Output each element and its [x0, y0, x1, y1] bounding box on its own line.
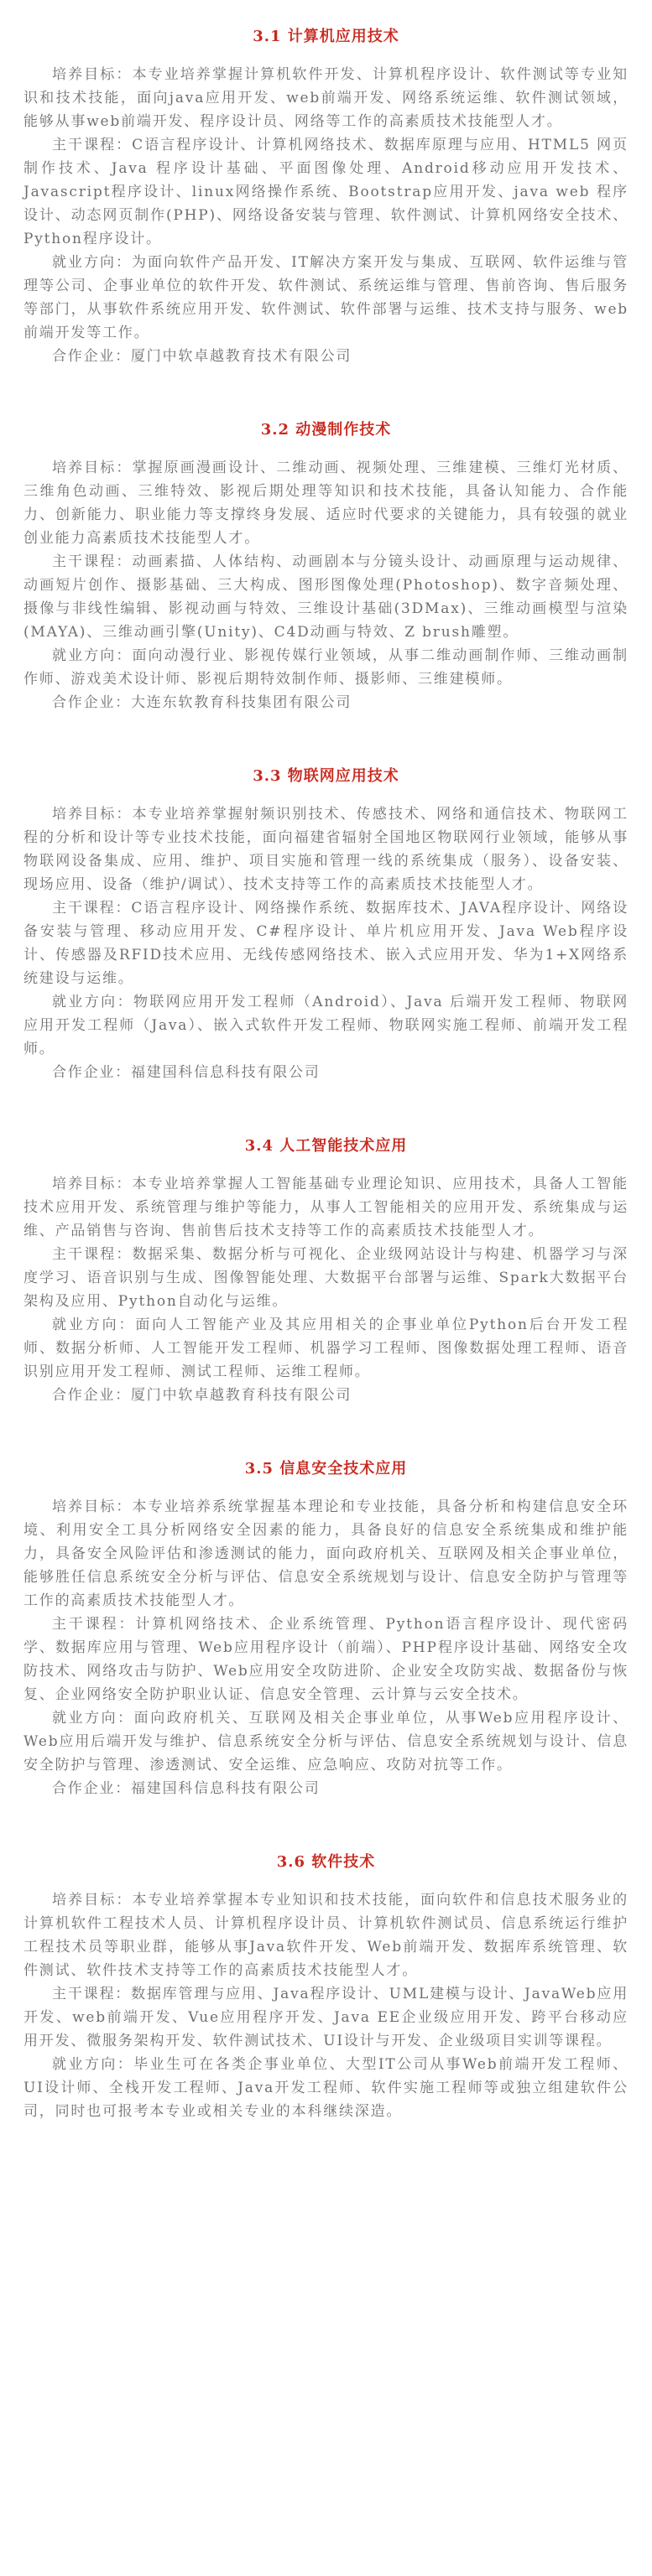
section-iot	[23, 765, 629, 1084]
training-goal: 培养目标：本专业培养掌握本专业知识和技术技能，面向软件和信息技术服务业的计算机软件工程技术人员、计算机程序设计员、计算机软件测试员、信息系统运行维护工程技术员等职业群，能够从事Java软件开发、Web前端开发、数据库系统管理、软件测试、软件技术支持等工作的高素质技术技能型人才。	[23, 1892, 629, 1979]
section-title: 3.6 软件技术	[276, 1853, 376, 1871]
section-title: 3.5 信息安全技术应用	[244, 1460, 408, 1478]
section-title: 3.3 物联网应用技术	[253, 767, 399, 785]
section-title: 3.2 动漫制作技术	[260, 421, 392, 439]
partner-company: 合作企业：厦门中软卓越教育技术有限公司	[52, 348, 352, 365]
employment-direction: 就业方向：物联网应用开发工程师（Android）、Java 后端开发工程师、物联网应用开发工程师（Java）、嵌入式软件开发工程师、物联网实施工程师、前端开发工程师。	[23, 994, 629, 1057]
partner-company: 合作企业：厦门中软卓越教育科技有限公司	[52, 1387, 352, 1404]
partner-company: 合作企业：福建国科信息科技有限公司	[52, 1780, 321, 1797]
section-animation	[23, 418, 629, 714]
employment-direction: 就业方向：面向人工智能产业及其应用相关的企事业单位Python后台开发工程师、数据分析师、人工智能开发工程师、机器学习工程师、图像数据处理工程师、语音识别应用开发工程师、测试工程师、运维工程师。	[23, 1317, 629, 1380]
training-goal: 培养目标：掌握原画漫画设计、二维动画、视频处理、三维建模、三维灯光材质、三维角色动画、三维特效、影视后期处理等知识和技术技能，具备认知能力、合作能力、创新能力、职业能力等支撑终身发展、适应时代要求的关键能力，具有较强的就业创业能力高素质技术技能型人才。	[23, 460, 629, 547]
main-courses: 主干课程：C语言程序设计、计算机网络技术、数据库原理与应用、HTML5 网页制作技术、Java 程序设计基础、平面图像处理、Android移动应用开发技术、Javascript程序设计、linux网络操作系统、Bootstrap应用开发、java web 程序设计、动态网页制作(PHP)、网络设备安装与管理、软件测试、计算机网络安全技术、Python程序设计。	[23, 137, 629, 247]
section-info-security	[23, 1457, 629, 1800]
section-title: 3.4 人工智能技术应用	[244, 1137, 408, 1155]
section-title: 3.1 计算机应用技术	[253, 28, 399, 45]
employment-direction: 就业方向：面向动漫行业、影视传媒行业领域，从事二维动画制作师、三维动画制作师、游戏美术设计师、影视后期特效制作师、摄影师、三维建模师。	[23, 647, 629, 688]
training-goal: 培养目标：本专业培养掌握人工智能基础专业理论知识、应用技术，具备人工智能技术应用开发、系统管理与维护等能力，从事人工智能相关的应用开发、系统集成与运维、产品销售与咨询、售前售后技术支持等工作的高素质技术技能型人才。	[23, 1176, 629, 1239]
section-ai	[23, 1135, 629, 1407]
employment-direction: 就业方向：为面向软件产品开发、IT解决方案开发与集成、互联网、软件运维与管理等公司、企事业单位的软件开发、软件测试、系统运维与管理、售前咨询、售后服务等部门，从事软件系统应用开发、软件测试、软件部署与运维、技术支持与服务、web前端开发等工作。	[23, 254, 629, 341]
employment-direction: 就业方向：毕业生可在各类企事业单位、大型IT公司从事Web前端开发工程师、UI设计师、全栈开发工程师、Java开发工程师、软件实施工程师等或独立组建软件公司，同时也可报考本专业或相关专业的本科继续深造。	[23, 2056, 629, 2120]
partner-company: 合作企业：福建国科信息科技有限公司	[52, 1064, 321, 1081]
partner-company: 合作企业：大连东软教育科技集团有限公司	[52, 694, 352, 711]
main-courses: 主干课程：数据采集、数据分析与可视化、企业级网站设计与构建、机器学习与深度学习、语音识别与生成、图像智能处理、大数据平台部署与运维、Spark大数据平台架构及应用、Python自动化与运维。	[23, 1246, 629, 1310]
main-courses: 主干课程：计算机网络技术、企业系统管理、Python语言程序设计、现代密码学、数据库应用与管理、Web应用程序设计（前端）、PHP程序设计基础、网络安全攻防技术、网络攻击与防护、Web应用安全攻防进阶、企业安全攻防实战、数据备份与恢复、企业网络安全防护职业认证、信息安全管理、云计算与云安全技术。	[23, 1616, 629, 1703]
employment-direction: 就业方向：面向政府机关、互联网及相关企事业单位，从事Web应用程序设计、Web应用后端开发与维护、信息系统安全分析与评估、信息安全系统规划与设计、信息安全防护与管理、渗透测试、安全运维、应急响应、攻防对抗等工作。	[23, 1710, 629, 1774]
section-software	[23, 1851, 629, 2123]
training-goal: 培养目标：本专业培养掌握计算机软件开发、计算机程序设计、软件测试等专业知识和技术技能，面向java应用开发、web前端开发、网络系统运维、软件测试领域，能够从事web前端开发、程序设计员、网络等工作的高素质技术技能型人才。	[23, 66, 629, 130]
document-body	[23, 25, 629, 2174]
main-courses: 主干课程：动画素描、人体结构、动画剧本与分镜头设计、动画原理与运动规律、动画短片创作、摄影基础、三大构成、图形图像处理(Photoshop)、数字音频处理、摄像与非线性编辑、影视动画与特效、三维设计基础(3DMax)、三维动画模型与渲染(MAYA)、三维动画引擎(Unity)、C4D动画与特效、Z brush雕塑。	[23, 553, 629, 641]
training-goal: 培养目标：本专业培养系统掌握基本理论和专业技能，具备分析和构建信息安全环境、利用安全工具分析网络安全因素的能力，具备良好的信息安全系统集成和维护能力，具备安全风险评估和渗透测试的能力，面向政府机关、互联网及相关企事业单位，能够胜任信息系统安全分析与评估、信息安全系统规划与设计、信息安全防护与管理等工作的高素质技术技能型人才。	[23, 1498, 629, 1609]
training-goal: 培养目标：本专业培养掌握射频识别技术、传感技术、网络和通信技术、物联网工程的分析和设计等专业技术技能，面向福建省辐射全国地区物联网行业领域，能够从事物联网设备集成、应用、维护、项目实施和管理一线的系统集成（服务）、设备安装、现场应用、设备（维护/调试）、技术支持等工作的高素质技术技能型人才。	[23, 806, 629, 893]
main-courses: 主干课程：数据库管理与应用、Java程序设计、UML建模与设计、JavaWeb应用开发、web前端开发、Vue应用程序开发、Java EE企业级应用开发、跨平台移动应用开发、微服务架构开发、软件测试技术、UI设计与开发、企业级项目实训等课程。	[23, 1986, 629, 2049]
main-courses: 主干课程：C语言程序设计、网络操作系统、数据库技术、JAVA程序设计、网络设备安装与管理、移动应用开发、C#程序设计、单片机应用开发、Java Web程序设计、传感器及RFID技术应用、无线传感网络技术、嵌入式应用开发、华为1+X网络系统建设与运维。	[23, 900, 629, 987]
section-computer-application	[23, 25, 629, 368]
